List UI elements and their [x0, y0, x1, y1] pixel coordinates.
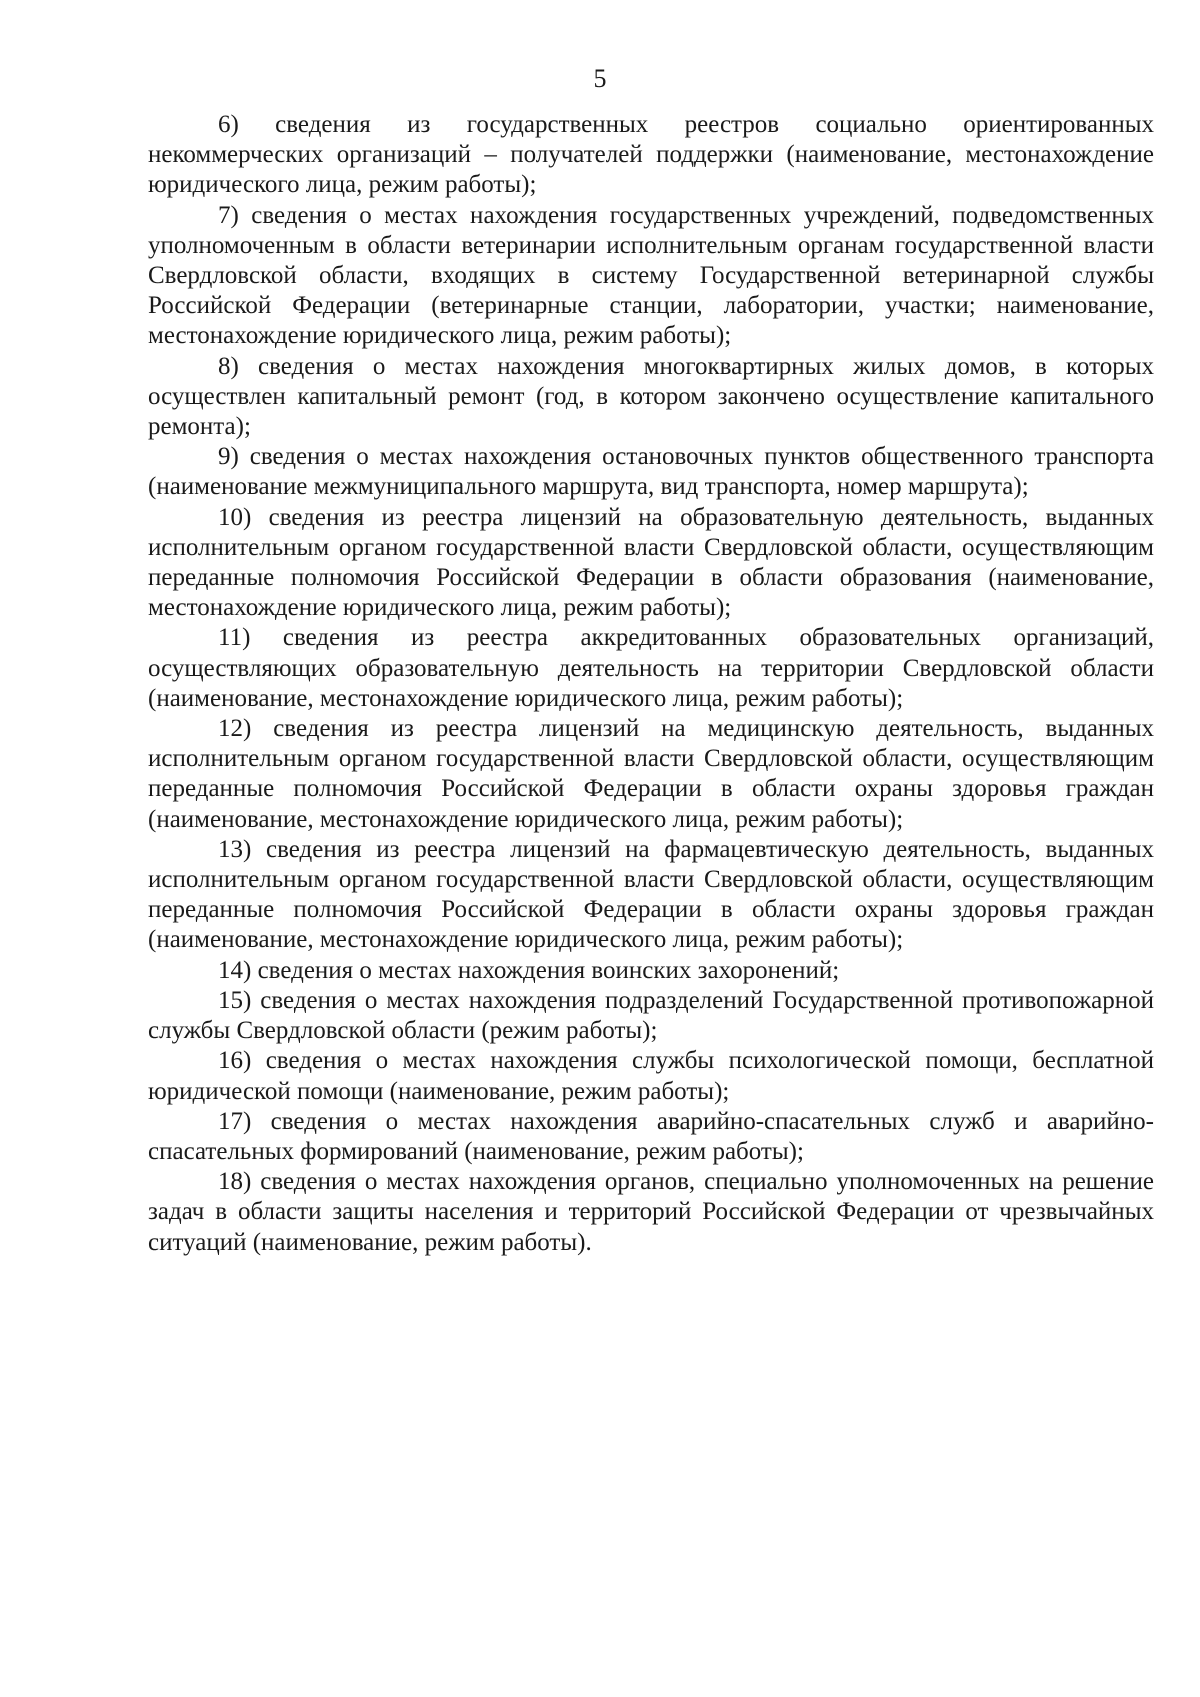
list-item-11: 11) сведения из реестра аккредитованных образовательных организаций, осуществляющих образовательную деятельность на территории Свердловской области (наименование, местонахождение юридического лица, режим работы); — [148, 624, 1154, 712]
list-item-7: 7) сведения о местах нахождения государственных учреждений, подведомственных уполномоченным в области ветеринарии исполнительным органам государственной власти Свердловской области, входящих в систему Государственной ветеринарной службы Российской Федерации (ветеринарные станции, лаборатории, участки; наименование, местонахождение юридического лица, режим работы); — [148, 201, 1154, 350]
list-item-10: 10) сведения из реестра лицензий на образовательную деятельность, выданных исполнительным органом государственной власти Свердловской области, осуществляющим переданные полномочия Российской Федерации в области образования (наименование, местонахождение юридического лица, режим работы); — [148, 503, 1154, 622]
list-item-16: 16) сведения о местах нахождения службы психологической помощи, бесплатной юридической помощи (наименование, режим работы); — [148, 1047, 1154, 1105]
list-item-8: 8) сведения о местах нахождения многоквартирных жилых домов, в которых осуществлен капитальный ремонт (год, в котором закончено осуществление капитального ремонта); — [148, 352, 1154, 441]
list-item-9: 9) сведения о местах нахождения остановочных пунктов общественного транспорта (наименование межмуниципального маршрута, вид транспорта, номер маршрута); — [148, 443, 1154, 501]
page-number: 5 — [593, 64, 607, 93]
list-item-17: 17) сведения о местах нахождения аварийно-спасательных служб и аварийно-спасательных формирований (наименование, режим работы); — [148, 1107, 1154, 1165]
list-item-14: 14) сведения о местах нахождения воинских захоронений; — [218, 956, 840, 984]
list-item-12: 12) сведения из реестра лицензий на медицинскую деятельность, выданных исполнительным органом государственной власти Свердловской области, осуществляющим переданные полномочия Российской Федерации в области охраны здоровья граждан (наименование, местонахождение юридического лица, режим работы); — [148, 715, 1154, 833]
list-item-15: 15) сведения о местах нахождения подразделений Государственной противопожарной службы Свердловской области (режим работы); — [148, 986, 1154, 1045]
list-item-6: 6) сведения из государственных реестров социально ориентированных некоммерческих организаций – получателей поддержки (наименование, местонахождение юридического лица, режим работы); — [148, 111, 1154, 199]
list-item-13: 13) сведения из реестра лицензий на фармацевтическую деятельность, выданных исполнительным органом государственной власти Свердловской области, осуществляющим переданные полномочия Российской Федерации в области охраны здоровья граждан (наименование, местонахождение юридического лица, режим работы); — [148, 835, 1154, 954]
list-item-18: 18) сведения о местах нахождения органов, специально уполномоченных на решение задач в области защиты населения и территорий Российской Федерации от чрезвычайных ситуаций (наименование, режим работы). — [148, 1168, 1154, 1256]
document-body — [148, 110, 1154, 1258]
